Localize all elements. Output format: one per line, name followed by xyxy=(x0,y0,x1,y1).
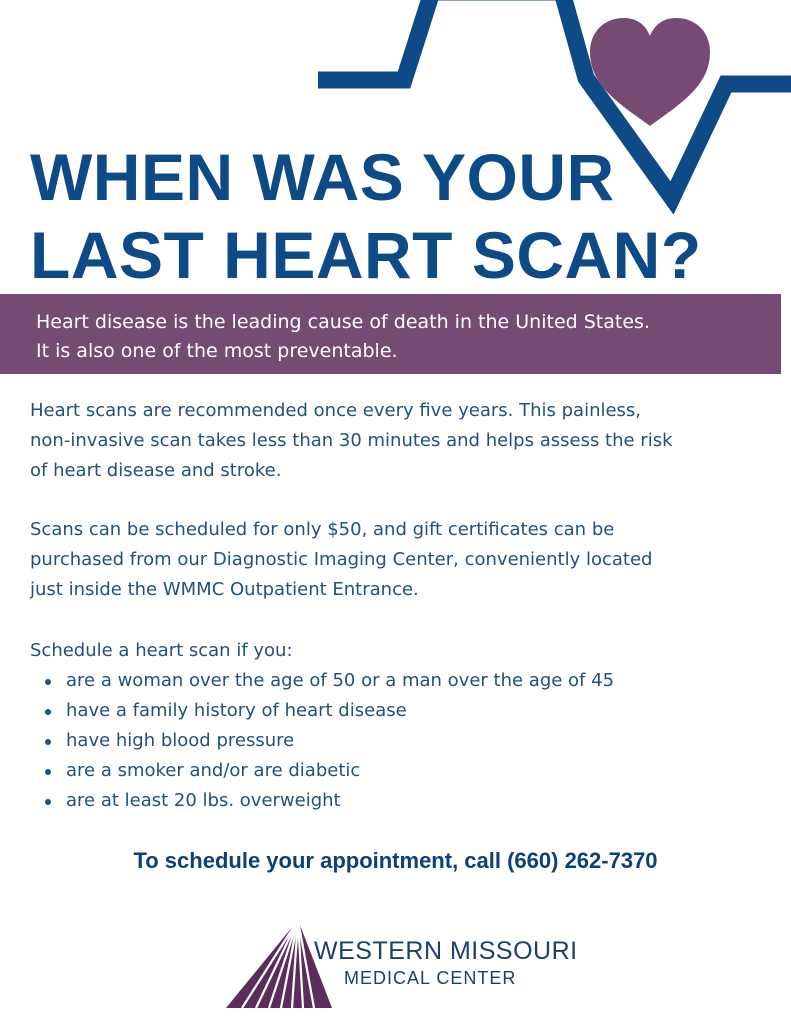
pricing-paragraph xyxy=(30,515,770,605)
scan-info-line-3: of heart disease and stroke. xyxy=(30,460,282,481)
risk-factor-list xyxy=(30,666,614,816)
banner-line-2: It is also one of the most preventable. xyxy=(36,340,398,362)
intro-banner xyxy=(0,294,781,374)
logo-name-line-2: MEDICAL CENTER xyxy=(344,968,517,988)
banner-line-1: Heart disease is the leading cause of death in the United States. xyxy=(36,311,650,333)
pricing-line-1: Scans can be scheduled for only $50, and gift certificates can be xyxy=(30,519,615,540)
list-item: have a family history of heart disease xyxy=(30,696,614,726)
title-line-1: WHEN WAS YOUR xyxy=(30,140,615,214)
pricing-line-2: purchased from our Diagnostic Imaging Center, conveniently located xyxy=(30,549,653,570)
scan-info-paragraph xyxy=(30,396,770,486)
call-to-action: To schedule your appointment, call (660) 262-7370 xyxy=(133,848,658,873)
scan-info-line-2: non-invasive scan takes less than 30 minutes and helps assess the risk xyxy=(30,430,673,451)
title-line-2: LAST HEART SCAN? xyxy=(30,218,702,292)
intro-banner-text xyxy=(36,308,650,366)
pricing-line-3: just inside the WMMC Outpatient Entrance. xyxy=(30,579,419,600)
logo-name-line-1: WESTERN MISSOURI xyxy=(314,937,578,965)
scan-info-line-1: Heart scans are recommended once every five years. This painless, xyxy=(30,400,642,421)
list-item: are a woman over the age of 50 or a man over the age of 45 xyxy=(30,666,614,696)
page-title xyxy=(30,138,702,294)
list-item: have high blood pressure xyxy=(30,726,614,756)
schedule-intro: Schedule a heart scan if you: xyxy=(30,640,293,661)
list-item: are at least 20 lbs. overweight xyxy=(30,786,614,816)
list-item: are a smoker and/or are diabetic xyxy=(30,756,614,786)
organization-logo xyxy=(314,936,578,990)
